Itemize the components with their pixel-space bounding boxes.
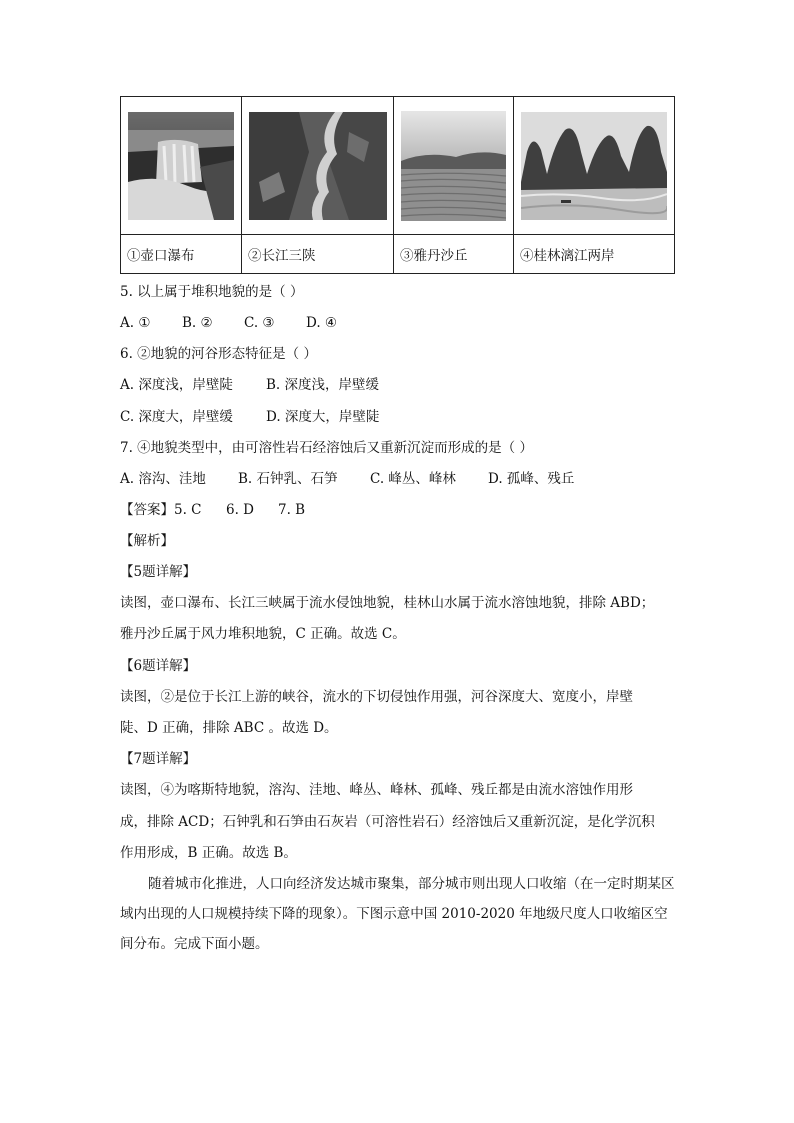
detail-7-title: 【7题详解】 [120,751,197,767]
option-c: C. 峰丛、峰林 [370,471,456,487]
option-a: A. ① [120,315,151,331]
detail-5-title: 【5题详解】 [120,564,197,580]
photo-caption-1: ①壶口瀑布 [121,235,242,274]
option-d: D. 孤峰、残丘 [488,471,575,487]
answer-5: 5. C [174,502,202,518]
option-d: D. 深度大，岸壁陡 [266,409,380,425]
analysis-label: 【解析】 [120,533,174,549]
detail-5-line-1: 读图，壶口瀑布、长江三峡属于流水侵蚀地貌，桂林山水属于流水溶蚀地貌，排除 ABD； [120,595,655,611]
detail-7-line-3: 作用形成，B 正确。故选 B。 [120,845,297,861]
answer-6: 6. D [226,502,254,518]
option-b: B. 石钟乳、石笋 [238,471,338,487]
photo-cell-4 [514,97,675,235]
karst-photo [521,112,667,220]
question-5-options [120,313,337,333]
option-a: A. 溶沟、洼地 [120,471,206,487]
question-6-options-row2 [120,407,379,427]
answer-line [120,500,305,520]
detail-6-line-2: 陡、D 正确，排除 ABC 。故选 D。 [120,720,338,736]
photo-caption-2: ②长江三陕 [242,235,394,274]
detail-6-line-1: 读图，②是位于长江上游的峡谷，流水的下切侵蚀作用强，河谷深度大、宽度小，岸壁 [120,689,633,705]
question-7-stem: 7. ④地貌类型中，由可溶性岩石经溶蚀后又重新沉淀而形成的是（ ） [120,440,533,456]
photo-caption-4: ④桂林漓江两岸 [514,235,675,274]
detail-6-title: 【6题详解】 [120,658,197,674]
option-b: B. 深度浅，岸壁缓 [266,377,380,393]
dunes-photo [401,111,506,221]
question-5-stem: 5. 以上属于堆积地貌的是（ ） [120,284,304,300]
question-6-options-row1 [120,375,379,395]
waterfall-photo [128,112,234,220]
option-c: C. 深度大，岸壁缓 [120,409,233,425]
option-a: A. 深度浅，岸壁陡 [120,377,233,393]
landform-photo-table [120,96,675,274]
option-d: D. ④ [306,315,338,331]
answer-7: 7. B [278,502,306,518]
question-7-options [120,469,574,489]
option-c: C. ③ [244,315,275,331]
intro-paragraph: 随着城市化推进，人口向经济发达城市聚集，部分城市则出现人口收缩（在一定时期某区域内出现的人口规模持续下降的现象）。下图示意中国 2010-2020 年地级尺度人口收缩区空间分布。完成下面小题。 [120,876,675,952]
gorge-photo [249,112,387,220]
photo-caption-3: ③雅丹沙丘 [394,235,514,274]
answer-label: 【答案】 [120,502,174,518]
photo-cell-3 [394,97,514,235]
question-6-stem: 6. ②地貌的河谷形态特征是（ ） [120,346,317,362]
detail-7-line-1: 读图，④为喀斯特地貌，溶沟、洼地、峰丛、峰林、孤峰、残丘都是由流水溶蚀作用形 [120,782,633,798]
photo-cell-1 [121,97,242,235]
option-b: B. ② [182,315,213,331]
photo-cell-2 [242,97,394,235]
detail-7-line-2: 成，排除 ACD；石钟乳和石笋由石灰岩（可溶性岩石）经溶蚀后又重新沉淀，是化学沉积 [120,814,655,830]
detail-5-line-2: 雅丹沙丘属于风力堆积地貌，C 正确。故选 C。 [120,626,406,642]
